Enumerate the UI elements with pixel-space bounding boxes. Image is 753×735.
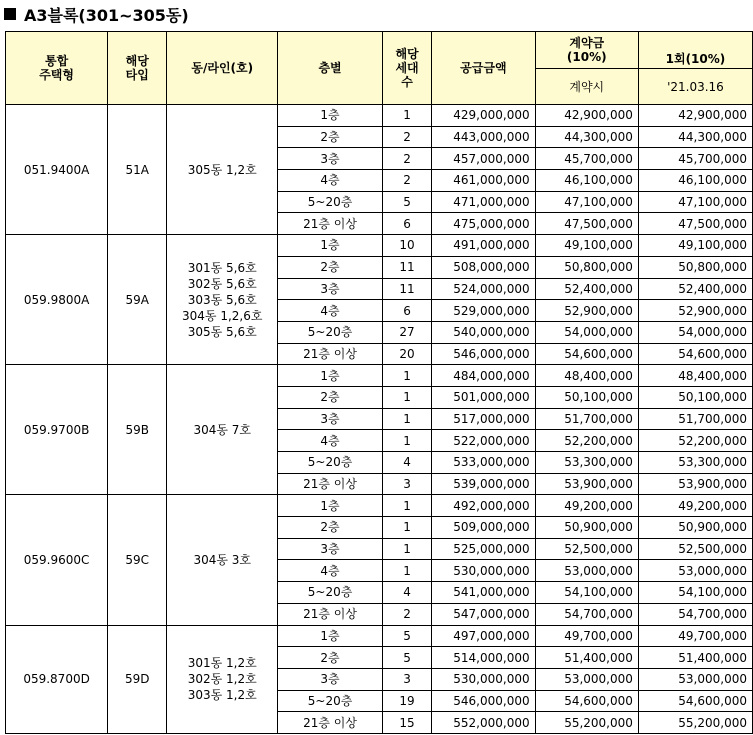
floor-cell: 1층	[278, 235, 383, 257]
dong-line-item: 303동 5,6호	[187, 292, 257, 307]
header-type-text: 통합 주택형	[39, 54, 74, 82]
first-payment-cell: 52,400,000	[638, 278, 752, 300]
households-cell: 20	[382, 343, 431, 365]
type-cell: 059.8700D	[6, 625, 108, 733]
price-cell: 501,000,000	[432, 386, 535, 408]
floor-cell: 21층 이상	[278, 213, 383, 235]
households-cell: 5	[382, 647, 431, 669]
first-payment-cell: 50,100,000	[638, 386, 752, 408]
deposit-cell: 51,700,000	[535, 408, 638, 430]
households-cell: 1	[382, 430, 431, 452]
households-cell: 6	[382, 300, 431, 322]
first-payment-cell: 54,600,000	[638, 343, 752, 365]
dong-line-item: 305동 1,2호	[187, 162, 257, 177]
first-payment-cell: 46,100,000	[638, 170, 752, 192]
deposit-cell: 49,700,000	[535, 625, 638, 647]
floor-cell: 5~20층	[278, 582, 383, 604]
first-payment-cell: 42,900,000	[638, 105, 752, 127]
first-payment-cell: 48,400,000	[638, 365, 752, 387]
first-payment-cell: 53,000,000	[638, 668, 752, 690]
households-cell: 2	[382, 148, 431, 170]
floor-cell: 3층	[278, 408, 383, 430]
header-unit-type	[108, 32, 167, 105]
unit-type-cell: 59A	[108, 235, 167, 365]
dong-cell	[167, 365, 278, 495]
dong-line-item: 302동 5,6호	[187, 276, 257, 291]
households-cell: 4	[382, 582, 431, 604]
deposit-cell: 48,400,000	[535, 365, 638, 387]
floor-cell: 5~20층	[278, 321, 383, 343]
households-cell: 19	[382, 690, 431, 712]
price-cell: 491,000,000	[432, 235, 535, 257]
households-cell: 1	[382, 538, 431, 560]
deposit-cell: 42,900,000	[535, 105, 638, 127]
price-cell: 541,000,000	[432, 582, 535, 604]
type-cell: 059.9700B	[6, 365, 108, 495]
deposit-cell: 46,100,000	[535, 170, 638, 192]
floor-cell: 2층	[278, 517, 383, 539]
price-cell: 514,000,000	[432, 647, 535, 669]
deposit-cell: 50,800,000	[535, 256, 638, 278]
table-row	[6, 105, 753, 127]
price-cell: 517,000,000	[432, 408, 535, 430]
deposit-cell: 45,700,000	[535, 148, 638, 170]
deposit-cell: 54,600,000	[535, 690, 638, 712]
price-cell: 552,000,000	[432, 712, 535, 734]
first-payment-cell: 54,700,000	[638, 603, 752, 625]
header-type	[6, 32, 108, 105]
dong-line-item: 304동 7호	[193, 422, 252, 437]
unit-type-cell: 51A	[108, 105, 167, 235]
households-cell: 1	[382, 495, 431, 517]
header-deposit-text: 계약금 (10%)	[566, 36, 607, 64]
floor-cell: 2층	[278, 386, 383, 408]
first-payment-cell: 49,700,000	[638, 625, 752, 647]
table-row	[6, 365, 753, 387]
dong-cell	[167, 235, 278, 365]
first-payment-cell: 52,200,000	[638, 430, 752, 452]
first-payment-cell: 54,000,000	[638, 321, 752, 343]
price-cell: 546,000,000	[432, 690, 535, 712]
header-households	[382, 32, 431, 105]
price-cell: 484,000,000	[432, 365, 535, 387]
deposit-cell: 44,300,000	[535, 126, 638, 148]
price-cell: 530,000,000	[432, 668, 535, 690]
floor-cell: 2층	[278, 256, 383, 278]
deposit-cell: 53,900,000	[535, 473, 638, 495]
deposit-cell: 54,000,000	[535, 321, 638, 343]
price-cell: 457,000,000	[432, 148, 535, 170]
header-price: 공급금액	[432, 32, 535, 105]
header-floor: 층별	[278, 32, 383, 105]
table-row	[6, 235, 753, 257]
price-cell: 533,000,000	[432, 452, 535, 474]
price-table	[5, 31, 753, 734]
header-first-date: '21.03.16	[638, 69, 752, 105]
floor-cell: 1층	[278, 495, 383, 517]
first-payment-cell: 54,100,000	[638, 582, 752, 604]
floor-cell: 1층	[278, 625, 383, 647]
floor-cell: 5~20층	[278, 690, 383, 712]
first-payment-cell: 47,100,000	[638, 191, 752, 213]
price-cell: 475,000,000	[432, 213, 535, 235]
households-cell: 11	[382, 256, 431, 278]
price-cell: 540,000,000	[432, 321, 535, 343]
price-cell: 497,000,000	[432, 625, 535, 647]
price-cell: 508,000,000	[432, 256, 535, 278]
table-row	[6, 625, 753, 647]
price-cell: 539,000,000	[432, 473, 535, 495]
first-payment-cell: 50,900,000	[638, 517, 752, 539]
households-cell: 2	[382, 603, 431, 625]
first-payment-cell: 53,300,000	[638, 452, 752, 474]
deposit-cell: 53,000,000	[535, 668, 638, 690]
households-cell: 3	[382, 668, 431, 690]
first-payment-cell: 53,000,000	[638, 560, 752, 582]
type-cell: 059.9800A	[6, 235, 108, 365]
floor-cell: 2층	[278, 126, 383, 148]
price-cell: 429,000,000	[432, 105, 535, 127]
floor-cell: 3층	[278, 668, 383, 690]
price-cell: 525,000,000	[432, 538, 535, 560]
table-row	[6, 495, 753, 517]
floor-cell: 4층	[278, 170, 383, 192]
deposit-cell: 54,100,000	[535, 582, 638, 604]
deposit-cell: 49,200,000	[535, 495, 638, 517]
dong-cell	[167, 625, 278, 733]
deposit-cell: 51,400,000	[535, 647, 638, 669]
price-cell: 529,000,000	[432, 300, 535, 322]
first-payment-cell: 45,700,000	[638, 148, 752, 170]
deposit-cell: 50,900,000	[535, 517, 638, 539]
deposit-cell: 52,900,000	[535, 300, 638, 322]
dong-line-item: 304동 1,2,6호	[182, 308, 263, 323]
households-cell: 1	[382, 517, 431, 539]
deposit-cell: 47,500,000	[535, 213, 638, 235]
households-cell: 1	[382, 386, 431, 408]
deposit-cell: 53,000,000	[535, 560, 638, 582]
type-cell: 051.9400A	[6, 105, 108, 235]
dong-line-item: 304동 3호	[193, 552, 252, 567]
block-title: A3블록(301~305동)	[24, 5, 189, 25]
floor-cell: 3층	[278, 148, 383, 170]
floor-cell: 1층	[278, 365, 383, 387]
price-cell: 509,000,000	[432, 517, 535, 539]
deposit-cell: 55,200,000	[535, 712, 638, 734]
first-payment-cell: 51,400,000	[638, 647, 752, 669]
households-cell: 1	[382, 560, 431, 582]
floor-cell: 21층 이상	[278, 712, 383, 734]
households-cell: 2	[382, 170, 431, 192]
households-cell: 15	[382, 712, 431, 734]
households-cell: 3	[382, 473, 431, 495]
households-cell: 6	[382, 213, 431, 235]
dong-line-item: 301동 1,2호	[187, 656, 257, 671]
header-deposit-when: 계약시	[535, 69, 638, 105]
dong-line-item: 303동 1,2호	[187, 688, 257, 703]
table-body	[6, 105, 753, 734]
unit-type-cell: 59B	[108, 365, 167, 495]
households-cell: 2	[382, 126, 431, 148]
floor-cell: 1층	[278, 105, 383, 127]
header-unit-type-text: 해당 타입	[125, 54, 149, 82]
first-payment-cell: 50,800,000	[638, 256, 752, 278]
first-payment-cell: 44,300,000	[638, 126, 752, 148]
households-cell: 27	[382, 321, 431, 343]
header-first: 1회(10%)	[638, 32, 752, 69]
households-cell: 11	[382, 278, 431, 300]
floor-cell: 5~20층	[278, 452, 383, 474]
first-payment-cell: 47,500,000	[638, 213, 752, 235]
price-cell: 471,000,000	[432, 191, 535, 213]
header-dong-line: 동/라인(호)	[167, 32, 278, 105]
type-cell: 059.9600C	[6, 495, 108, 625]
unit-type-cell: 59C	[108, 495, 167, 625]
first-payment-cell: 51,700,000	[638, 408, 752, 430]
first-payment-cell: 54,600,000	[638, 690, 752, 712]
header-deposit	[535, 32, 638, 69]
households-cell: 5	[382, 191, 431, 213]
first-payment-cell: 55,200,000	[638, 712, 752, 734]
dong-cell	[167, 105, 278, 235]
deposit-cell: 52,500,000	[535, 538, 638, 560]
floor-cell: 3층	[278, 278, 383, 300]
price-cell: 530,000,000	[432, 560, 535, 582]
price-cell: 547,000,000	[432, 603, 535, 625]
deposit-cell: 52,200,000	[535, 430, 638, 452]
deposit-cell: 49,100,000	[535, 235, 638, 257]
households-cell: 4	[382, 452, 431, 474]
header-households-text: 해당 세대 수	[395, 47, 419, 89]
deposit-cell: 52,400,000	[535, 278, 638, 300]
floor-cell: 4층	[278, 430, 383, 452]
floor-cell: 21층 이상	[278, 473, 383, 495]
price-cell: 546,000,000	[432, 343, 535, 365]
dong-line-item: 302동 1,2호	[187, 672, 257, 687]
price-cell: 443,000,000	[432, 126, 535, 148]
dong-line-item: 305동 5,6호	[187, 324, 257, 339]
price-cell: 461,000,000	[432, 170, 535, 192]
first-payment-cell: 49,200,000	[638, 495, 752, 517]
households-cell: 1	[382, 105, 431, 127]
price-cell: 522,000,000	[432, 430, 535, 452]
deposit-cell: 47,100,000	[535, 191, 638, 213]
dong-cell	[167, 495, 278, 625]
floor-cell: 3층	[278, 538, 383, 560]
first-payment-cell: 52,500,000	[638, 538, 752, 560]
dong-line-item: 301동 5,6호	[187, 260, 257, 275]
floor-cell: 5~20층	[278, 191, 383, 213]
households-cell: 5	[382, 625, 431, 647]
households-cell: 1	[382, 365, 431, 387]
first-payment-cell: 53,900,000	[638, 473, 752, 495]
deposit-cell: 53,300,000	[535, 452, 638, 474]
first-payment-cell: 49,100,000	[638, 235, 752, 257]
floor-cell: 2층	[278, 647, 383, 669]
deposit-cell: 54,700,000	[535, 603, 638, 625]
households-cell: 10	[382, 235, 431, 257]
price-cell: 492,000,000	[432, 495, 535, 517]
floor-cell: 4층	[278, 560, 383, 582]
floor-cell: 21층 이상	[278, 603, 383, 625]
deposit-cell: 54,600,000	[535, 343, 638, 365]
first-payment-cell: 52,900,000	[638, 300, 752, 322]
price-cell: 524,000,000	[432, 278, 535, 300]
households-cell: 1	[382, 408, 431, 430]
floor-cell: 4층	[278, 300, 383, 322]
deposit-cell: 50,100,000	[535, 386, 638, 408]
floor-cell: 21층 이상	[278, 343, 383, 365]
unit-type-cell: 59D	[108, 625, 167, 733]
